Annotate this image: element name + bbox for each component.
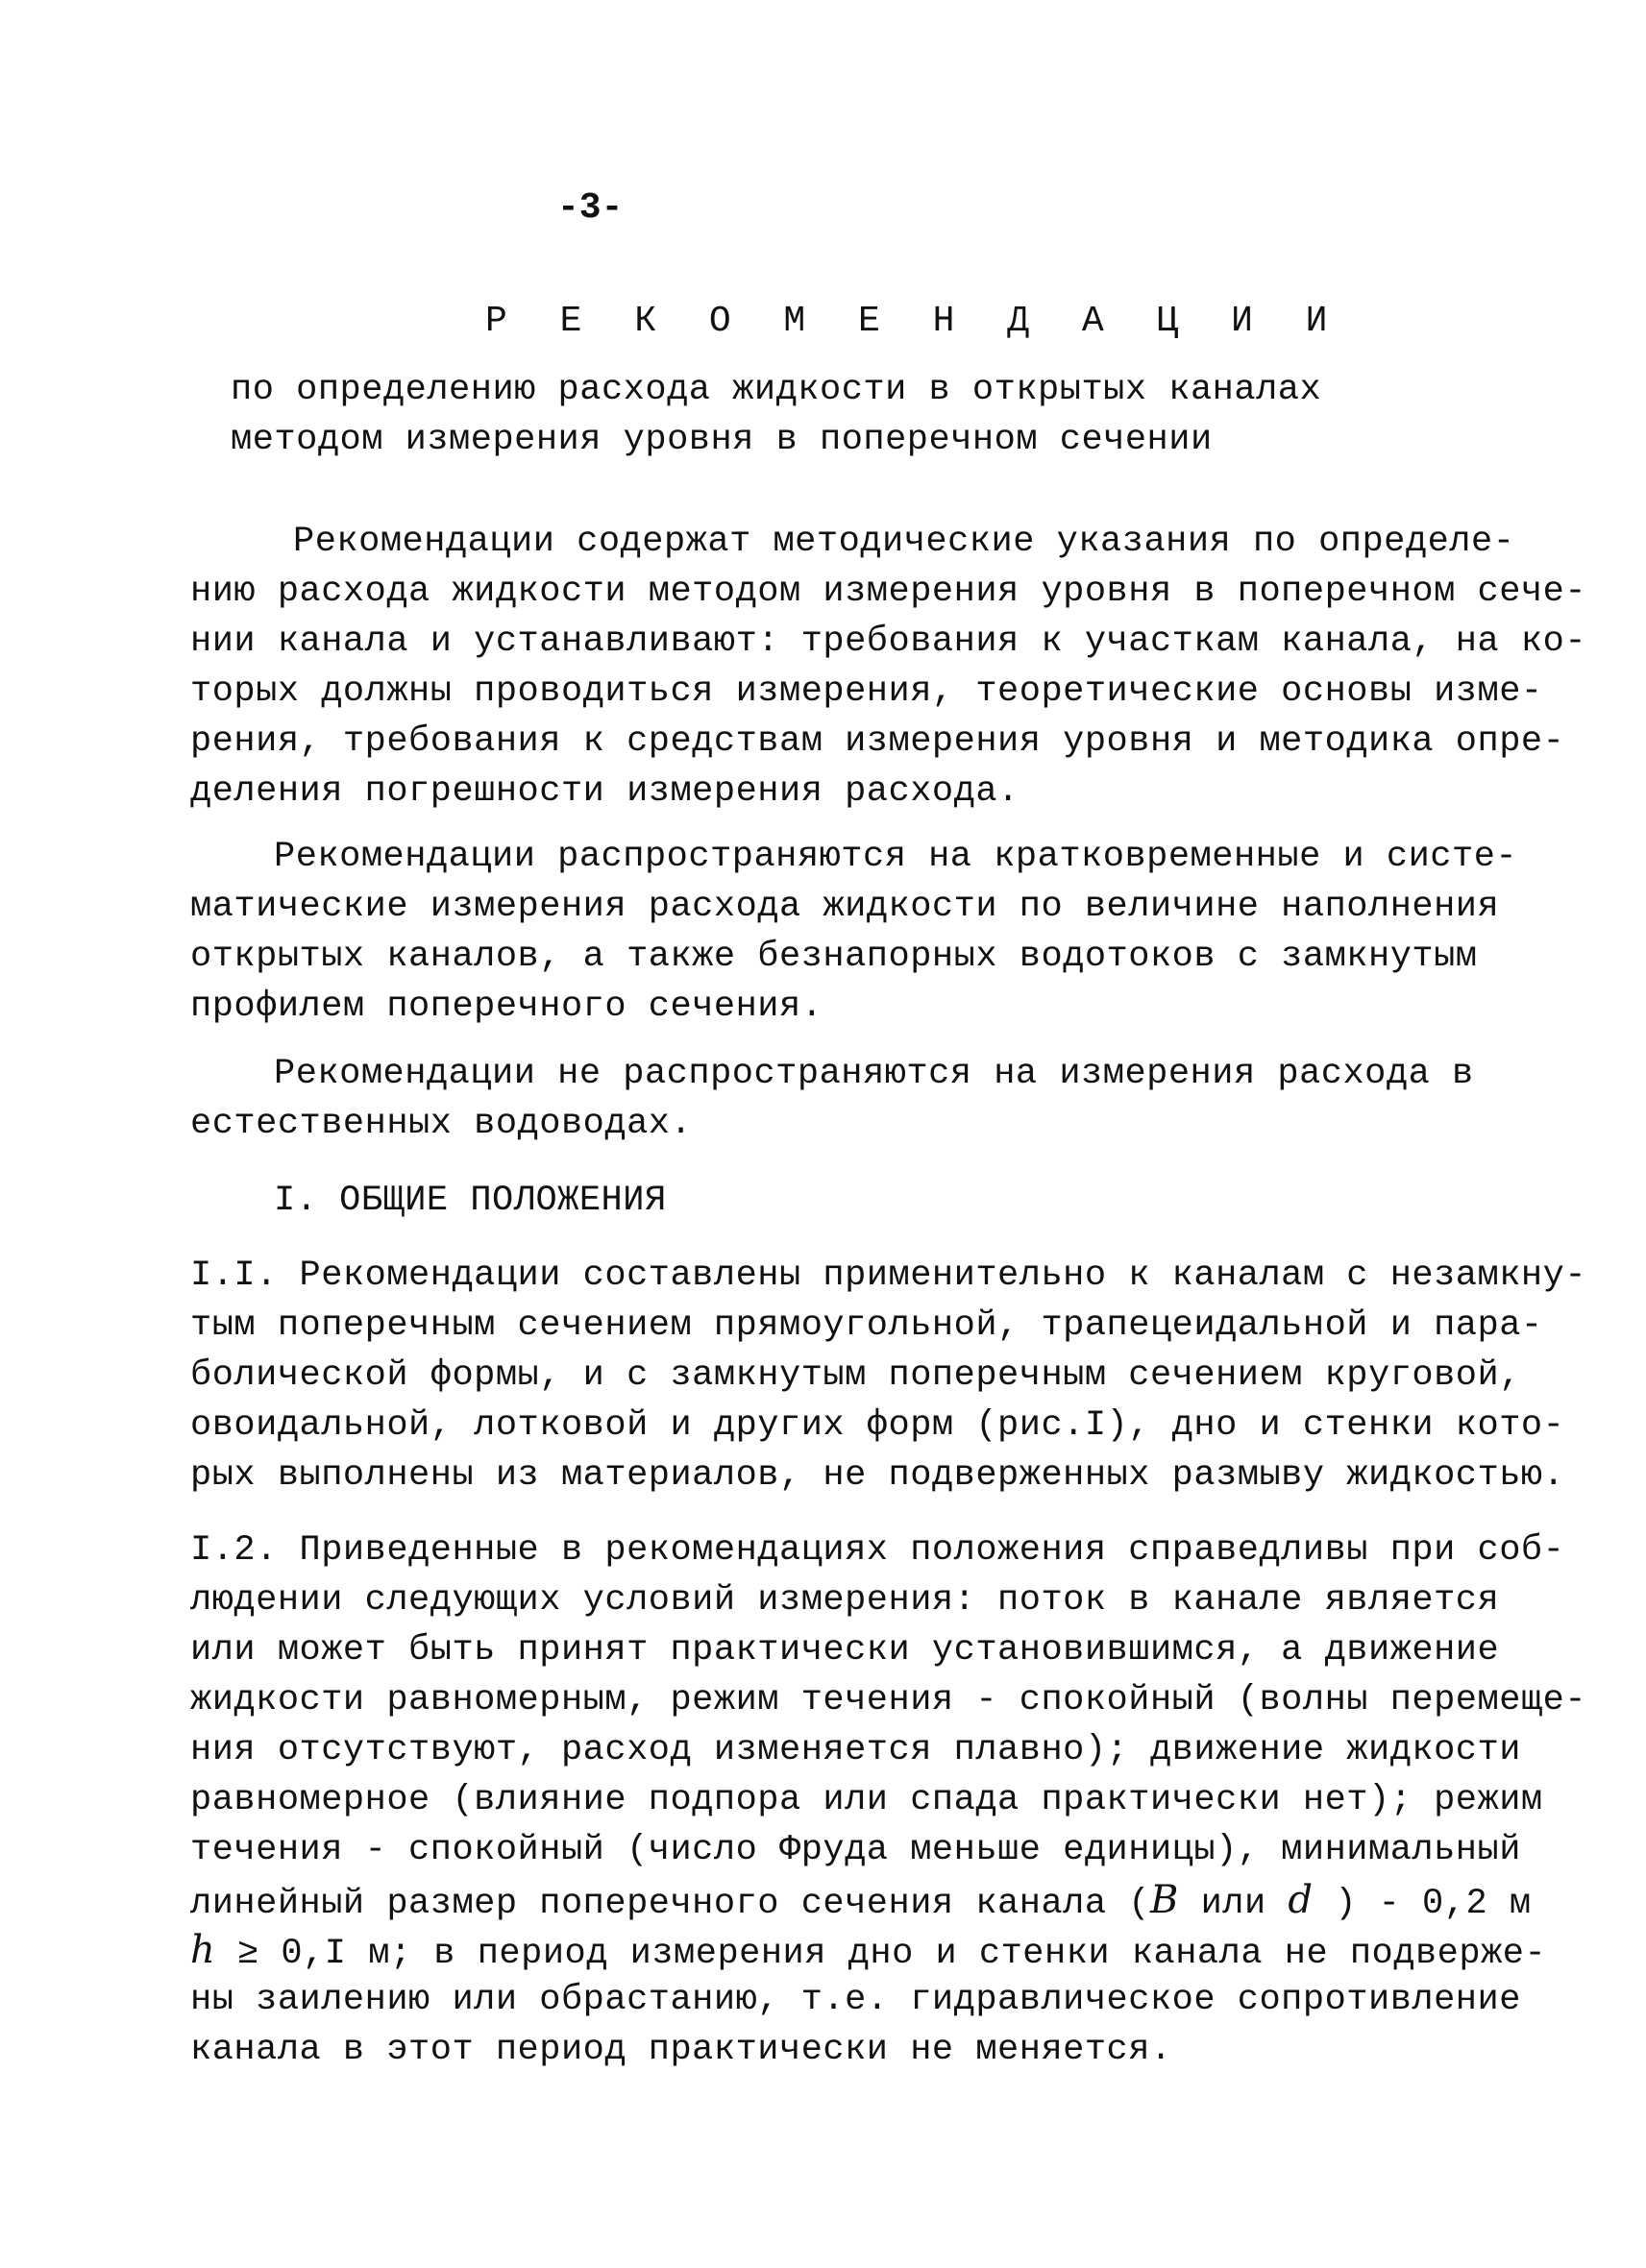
clause-formula-line bbox=[190, 1879, 1532, 1925]
or-word: или bbox=[1178, 1884, 1289, 1924]
clause-line: рых выполнены из материалов, не подверженных размыву жидкостью. bbox=[190, 1455, 1565, 1496]
page-number: -3- bbox=[557, 187, 624, 229]
clause-line: I.2. Приведенные в рекомендациях положения справедливы при соб- bbox=[190, 1530, 1565, 1571]
clause-h-line bbox=[190, 1929, 1546, 1975]
clause-line: овоидальной, лотковой и других форм (рис.I), дно и стенки кото- bbox=[190, 1405, 1565, 1446]
paragraph-line: естественных водоводах. bbox=[190, 1104, 693, 1144]
clause-line: жидкости равномерным, режим течения - спокойный (волны перемеще- bbox=[190, 1680, 1587, 1720]
clause-line: людении следующих условий измерения: поток в канале является bbox=[190, 1580, 1500, 1621]
clause-line: канала в этот период практически не меняется. bbox=[190, 2030, 1172, 2070]
subtitle-line: методом измерения уровня в поперечном сечении bbox=[231, 420, 1213, 460]
clause-line: болической формы, и с замкнутым поперечным сечением круговой, bbox=[190, 1355, 1521, 1396]
symbol-b: B bbox=[1149, 1878, 1179, 1922]
paragraph-line: профилем поперечного сечения. bbox=[190, 987, 823, 1027]
clause-line: или может быть принят практически установившимся, а движение bbox=[190, 1630, 1500, 1671]
paragraph-line: торых должны проводиться измерения, теоретические основы изме- bbox=[190, 671, 1543, 712]
clause-line: равномерное (влияние подпора или спада практически нет); режим bbox=[190, 1780, 1543, 1820]
paragraph-line: матические измерения расхода жидкости по величине наполнения bbox=[190, 887, 1500, 927]
symbol-d: d bbox=[1288, 1878, 1314, 1922]
paragraph-line: рения, требования к средствам измерения уровня и методика опре- bbox=[190, 721, 1565, 762]
clause-line: течения - спокойный (число Фруда меньше единицы), минимальный bbox=[190, 1830, 1521, 1870]
paragraph-line: Рекомендации не распространяются на измерения расхода в bbox=[274, 1054, 1474, 1094]
paragraph-line: нии канала и устанавливают: требования к участкам канала, на ко- bbox=[190, 622, 1587, 662]
paragraph-line: нию расхода жидкости методом измерения уровня в поперечном сече- bbox=[190, 572, 1587, 612]
clause-line: ны заилению или обрастанию, т.е. гидравлическое сопротивление bbox=[190, 1980, 1521, 2020]
document-title: Р Е К О М Е Н Д А Ц И И bbox=[485, 301, 1343, 342]
formula-prefix: линейный размер поперечного сечения канала ( bbox=[190, 1884, 1150, 1924]
clause-line: I.I. Рекомендации составлены применительно к каналам с незамкну- bbox=[190, 1256, 1587, 1296]
paragraph-line: Рекомендации распространяются на кратковременные и систе- bbox=[274, 837, 1518, 877]
formula-suffix: ) - 0,2 м bbox=[1313, 1884, 1532, 1924]
paragraph-line: деления погрешности измерения расхода. bbox=[190, 771, 1020, 812]
h-suffix: ≥ 0,I м; в период измерения дно и стенки канала не подверже- bbox=[215, 1934, 1547, 1974]
symbol-h: h bbox=[190, 1928, 216, 1972]
paragraph-line: открытых каналов, а также безнапорных водотоков с замкнутым bbox=[190, 937, 1478, 977]
section-heading: I. ОБЩИЕ ПОЛОЖЕНИЯ bbox=[274, 1181, 667, 1221]
clause-line: ния отсутствуют, расход изменяется плавно); движение жидкости bbox=[190, 1730, 1521, 1770]
subtitle-line: по определению расхода жидкости в открытых каналах bbox=[231, 370, 1322, 410]
paragraph-line: Рекомендации содержат методические указания по определе- bbox=[293, 522, 1515, 562]
clause-line: тым поперечным сечением прямоугольной, трапецеидальной и пара- bbox=[190, 1305, 1543, 1346]
